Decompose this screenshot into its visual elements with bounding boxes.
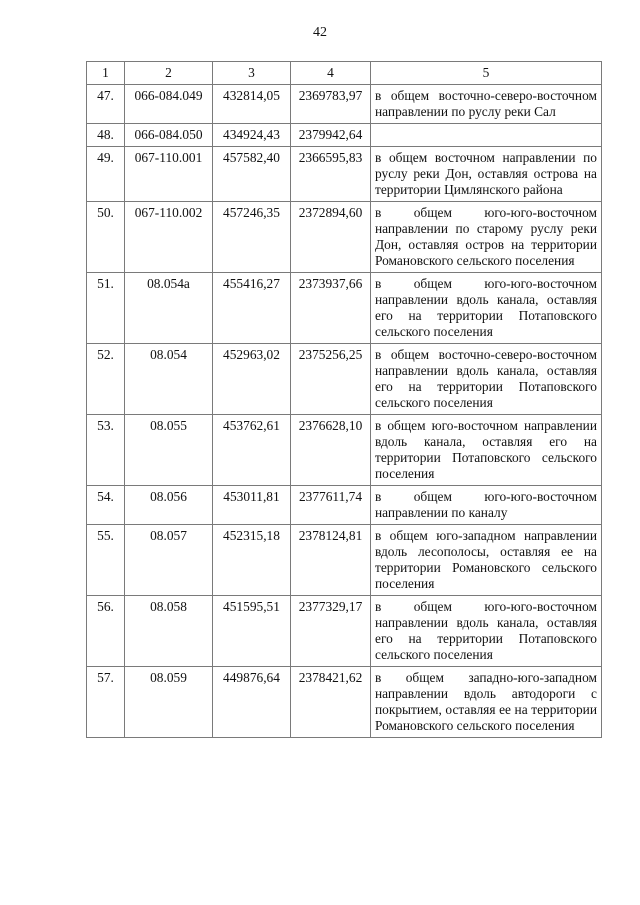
row-number: 48. — [87, 124, 125, 147]
point-code: 08.056 — [125, 486, 213, 525]
direction-description: в общем юго-восточном направлении вдоль канала, оставляя его на территории Потаповского сельского поселения — [371, 415, 602, 486]
table-row — [87, 525, 602, 596]
table-row — [87, 344, 602, 415]
coord-x: 432814,05 — [213, 85, 291, 124]
direction-description: в общем западно-юго-западном направлении вдоль автодороги с покрытием, оставляя ее на территории Романовского сельского поселения — [371, 667, 602, 738]
point-code: 066-084.050 — [125, 124, 213, 147]
coord-x: 449876,64 — [213, 667, 291, 738]
table-row — [87, 124, 602, 147]
coord-x: 434924,43 — [213, 124, 291, 147]
header-col-5: 5 — [371, 62, 602, 85]
header-col-2: 2 — [125, 62, 213, 85]
point-code: 08.054а — [125, 273, 213, 344]
table-row — [87, 147, 602, 202]
row-number: 56. — [87, 596, 125, 667]
direction-description — [371, 124, 602, 147]
boundary-points-table — [86, 61, 602, 738]
direction-description: в общем юго-юго-восточном направлении по старому руслу реки Дон, оставляя остров на территории Романовского сельского поселения — [371, 202, 602, 273]
table-row — [87, 596, 602, 667]
coord-y: 2366595,83 — [291, 147, 371, 202]
row-number: 55. — [87, 525, 125, 596]
row-number: 49. — [87, 147, 125, 202]
direction-description: в общем юго-юго-восточном направлении вдоль канала, оставляя его на территории Потаповского сельского поселения — [371, 596, 602, 667]
coord-x: 451595,51 — [213, 596, 291, 667]
coord-y: 2378421,62 — [291, 667, 371, 738]
row-number: 50. — [87, 202, 125, 273]
coord-x: 457582,40 — [213, 147, 291, 202]
coord-y: 2372894,60 — [291, 202, 371, 273]
coord-x: 455416,27 — [213, 273, 291, 344]
coord-y: 2379942,64 — [291, 124, 371, 147]
coord-y: 2377329,17 — [291, 596, 371, 667]
table-body — [87, 85, 602, 738]
coord-x: 457246,35 — [213, 202, 291, 273]
point-code: 08.058 — [125, 596, 213, 667]
coord-x: 453011,81 — [213, 486, 291, 525]
header-col-4: 4 — [291, 62, 371, 85]
coord-y: 2376628,10 — [291, 415, 371, 486]
table-row — [87, 415, 602, 486]
direction-description: в общем восточном направлении по руслу реки Дон, оставляя острова на территории Цимлянского района — [371, 147, 602, 202]
page-number: 42 — [313, 25, 327, 40]
row-number: 54. — [87, 486, 125, 525]
point-code: 067-110.001 — [125, 147, 213, 202]
table-row — [87, 202, 602, 273]
coord-y: 2373937,66 — [291, 273, 371, 344]
coord-y: 2377611,74 — [291, 486, 371, 525]
row-number: 57. — [87, 667, 125, 738]
row-number: 51. — [87, 273, 125, 344]
row-number: 53. — [87, 415, 125, 486]
coord-x: 452315,18 — [213, 525, 291, 596]
point-code: 08.054 — [125, 344, 213, 415]
header-col-3: 3 — [213, 62, 291, 85]
row-number: 52. — [87, 344, 125, 415]
header-col-1: 1 — [87, 62, 125, 85]
coord-x: 452963,02 — [213, 344, 291, 415]
point-code: 08.057 — [125, 525, 213, 596]
coord-y: 2369783,97 — [291, 85, 371, 124]
table-row — [87, 667, 602, 738]
table-row — [87, 486, 602, 525]
direction-description: в общем восточно-северо-восточном направлении вдоль канала, оставляя его на территории Потаповского сельского поселения — [371, 344, 602, 415]
direction-description: в общем юго-западном направлении вдоль лесополосы, оставляя ее на территории Романовского сельского поселения — [371, 525, 602, 596]
direction-description: в общем юго-юго-восточном направлении вдоль канала, оставляя его на территории Потаповского сельского поселения — [371, 273, 602, 344]
table-row — [87, 85, 602, 124]
table-row — [87, 273, 602, 344]
row-number: 47. — [87, 85, 125, 124]
point-code: 067-110.002 — [125, 202, 213, 273]
point-code: 08.055 — [125, 415, 213, 486]
point-code: 066-084.049 — [125, 85, 213, 124]
table-header-row — [87, 62, 602, 85]
direction-description: в общем юго-юго-восточном направлении по каналу — [371, 486, 602, 525]
direction-description: в общем восточно-северо-восточном направлении по руслу реки Сал — [371, 85, 602, 124]
point-code: 08.059 — [125, 667, 213, 738]
coord-x: 453762,61 — [213, 415, 291, 486]
coord-y: 2375256,25 — [291, 344, 371, 415]
coord-y: 2378124,81 — [291, 525, 371, 596]
